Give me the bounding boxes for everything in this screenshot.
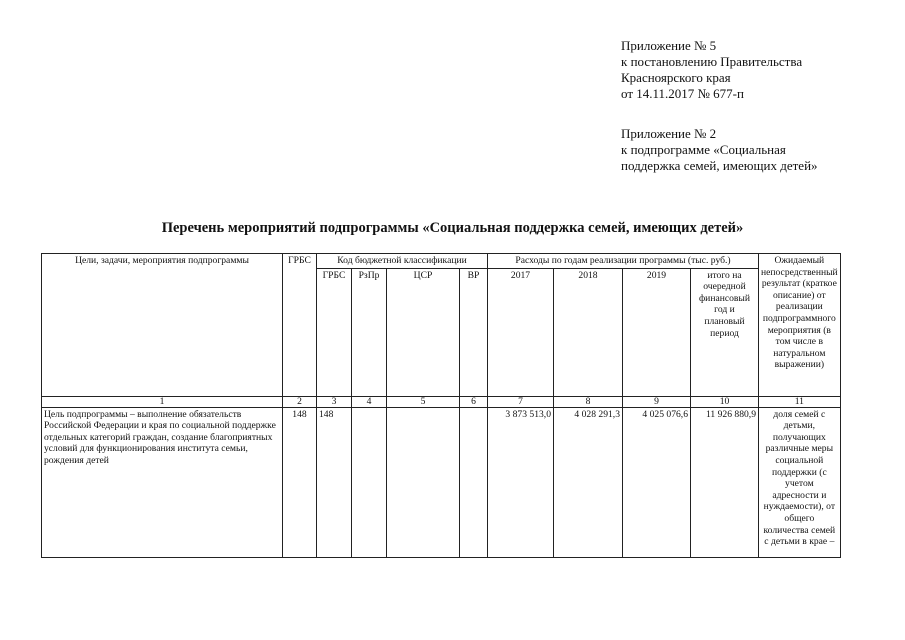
header-goals: Цели, задачи, мероприятия подпрограммы xyxy=(42,254,283,397)
header-total: итого на очередной финансовый год и плановый период xyxy=(691,268,759,396)
column-number: 3 xyxy=(317,396,352,407)
y2018-cell: 4 028 291,3 xyxy=(554,407,623,557)
csr-cell xyxy=(387,407,460,557)
header-year-2019: 2019 xyxy=(623,268,691,396)
measures-table xyxy=(41,253,841,558)
rzpr-cell xyxy=(352,407,387,557)
column-number: 6 xyxy=(460,396,488,407)
attachment-2-block xyxy=(621,126,818,174)
document-title: Перечень мероприятий подпрограммы «Социальная поддержка семей, имеющих детей» xyxy=(161,220,744,236)
column-number: 4 xyxy=(352,396,387,407)
header-sub-rzpr: РзПр xyxy=(352,268,387,396)
attachment-5-line2: к постановлению Правительства xyxy=(621,54,803,69)
column-number: 10 xyxy=(691,396,759,407)
column-number: 11 xyxy=(759,396,841,407)
column-number: 7 xyxy=(488,396,554,407)
attachment-5-line4: от 14.11.2017 № 677-п xyxy=(621,86,744,101)
attachment-5-block xyxy=(621,38,802,102)
attachment-2-line3: поддержка семей, имеющих детей» xyxy=(621,158,818,173)
result-cell: доля семей с детьми, получающих различные меры социальной поддержки (с учетом адресности и нуждаемости), от общего количества семей с детьми в крае – xyxy=(759,407,841,557)
goal-cell: Цель подпрограммы – выполнение обязательств Российской Федерации и края по социальной поддержке отдельных категорий граждан, создание благоприятных условий для функционирования института семьи, рождения детей xyxy=(42,407,283,557)
code-grbs-cell: 148 xyxy=(317,407,352,557)
column-number: 9 xyxy=(623,396,691,407)
y2017-cell: 3 873 513,0 xyxy=(488,407,554,557)
header-sub-vr: ВР xyxy=(460,268,488,396)
column-number: 8 xyxy=(554,396,623,407)
header-budget-code: Код бюджетной классификации xyxy=(317,254,488,269)
header-grbs: ГРБС xyxy=(283,254,317,397)
column-number: 5 xyxy=(387,396,460,407)
header-year-2018: 2018 xyxy=(554,268,623,396)
column-number: 2 xyxy=(283,396,317,407)
header-row-1 xyxy=(42,254,841,269)
attachment-5-line3: Красноярского края xyxy=(621,70,731,85)
header-expenses: Расходы по годам реализации программы (тыс. руб.) xyxy=(488,254,759,269)
header-sub-grbs: ГРБС xyxy=(317,268,352,396)
y2019-cell: 4 025 076,6 xyxy=(623,407,691,557)
column-numbers-row xyxy=(42,396,841,407)
attachment-5-line1: Приложение № 5 xyxy=(621,38,717,53)
table-row xyxy=(42,407,841,557)
grbs-cell: 148 xyxy=(283,407,317,557)
total-cell: 11 926 880,9 xyxy=(691,407,759,557)
header-sub-csr: ЦСР xyxy=(387,268,460,396)
vr-cell xyxy=(460,407,488,557)
attachment-2-line1: Приложение № 2 xyxy=(621,126,717,141)
header-expected-result: Ожидаемый непосредственный результат (краткое описание) от реализации подпрограммного мероприятия (в том числе в натуральном выражении) xyxy=(759,254,841,397)
header-year-2017: 2017 xyxy=(488,268,554,396)
attachment-2-line2: к подпрограмме «Социальная xyxy=(621,142,786,157)
column-number: 1 xyxy=(42,396,283,407)
